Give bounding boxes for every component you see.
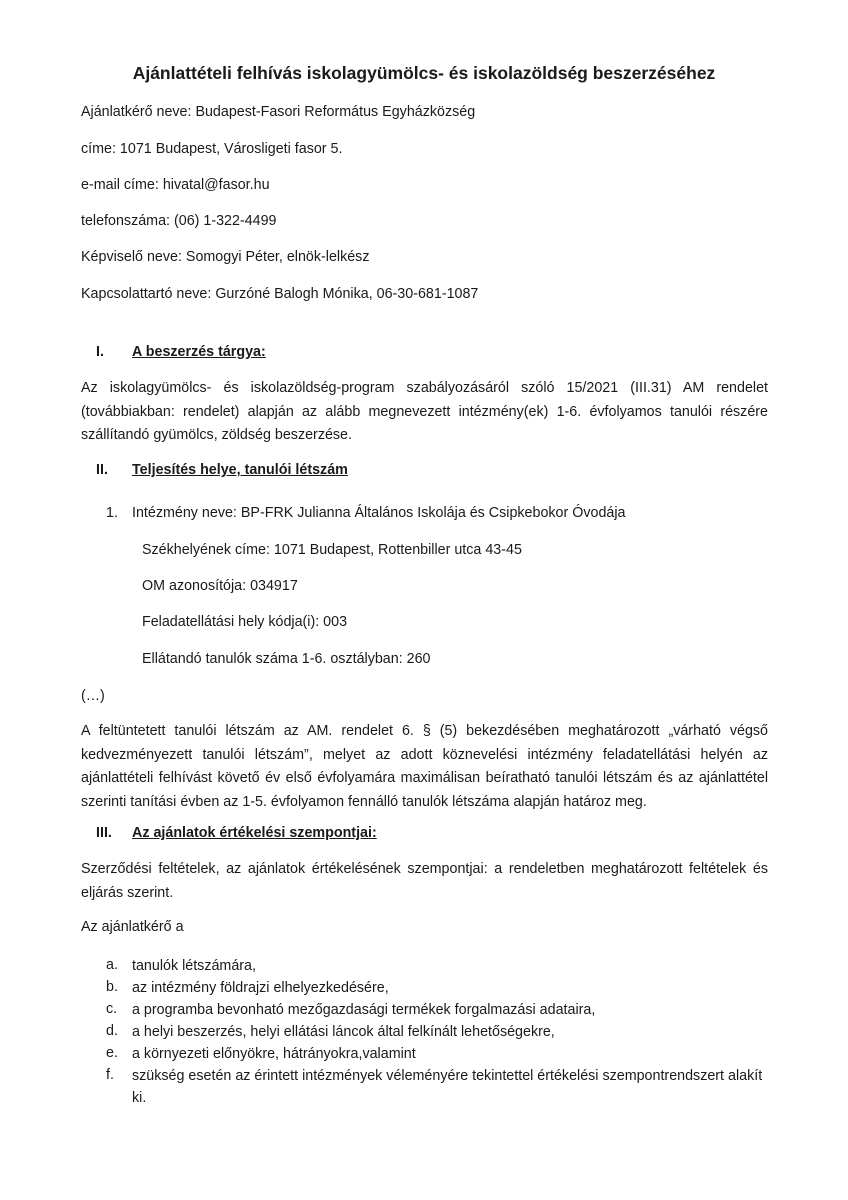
list-item: a környezeti előnyökre, hátrányokra,valamint (132, 1046, 416, 1062)
list-item: a helyi beszerzés, helyi ellátási láncok által felkínált lehetőségekre, (132, 1024, 555, 1040)
requester-phone-line: telefonszáma: (06) 1-322-4499 (81, 213, 277, 229)
procurement-subject-paragraph: Az iskolagyümölcs- és iskolazöldség-program szabályozásáról szóló 15/2021 (III.31) AM rendelet (továbbiakban: rendelet) alapján az alább megnevezett intézmény(ek) 1-6. évfolyamos tanulói részére szállítandó gyümölcs, zöldség beszerzése. (81, 380, 768, 443)
section-title: Teljesítés helye, tanulói létszám (132, 462, 348, 478)
ellipsis: (…) (81, 688, 105, 704)
institution-site-code: Feladatellátási hely kódja(i): 003 (142, 614, 348, 630)
list-marker: b. (106, 979, 118, 995)
contact-person-line: Kapcsolattartó neve: Gurzóné Balogh Mónika, 06-30-681-1087 (81, 286, 479, 302)
document-title: Ajánlattételi felhívás iskolagyümölcs- és iskolazöldség beszerzéséhez (132, 63, 716, 83)
section-title: A beszerzés tárgya: (132, 344, 266, 360)
requester-email-line: e-mail címe: hivatal@fasor.hu (81, 177, 270, 193)
institution-address: Székhelyének címe: 1071 Budapest, Rottenbiller utca 43-45 (142, 542, 522, 558)
institution-pupil-count: Ellátandó tanulók száma 1-6. osztályban: 260 (142, 651, 431, 667)
requester-address-line: címe: 1071 Budapest, Városligeti fasor 5. (81, 141, 343, 157)
list-number: 1. (106, 505, 118, 521)
list-item: szükség esetén az érintett intézmények véleményére tekintettel értékelési szempontrendszert alakít ki. (132, 1068, 763, 1106)
section-title: Az ajánlatok értékelési szempontjai: (132, 825, 377, 841)
section-number: III. (96, 825, 112, 841)
headcount-paragraph: A feltüntetett tanulói létszám az AM. rendelet 6. § (5) bekezdésében meghatározott „várható végső kedvezményezett tanulói létszám”, melyet az adott köznevelési intézmény feladatellátási helyén az ajánlattételi felhívást követő év első évfolyamára maximálisan beíratható tanulói létszám és az ajánlattétel szerinti tanítási évben az 1-5. évfolyamon fennálló tanulók létszáma alapján határoz meg. (81, 723, 768, 810)
section-number: I. (96, 344, 104, 360)
list-marker: d. (106, 1023, 118, 1039)
representative-line: Képviselő neve: Somogyi Péter, elnök-lelkész (81, 249, 370, 265)
list-item: a programba bevonható mezőgazdasági termékek forgalmazási adataira, (132, 1002, 596, 1018)
list-marker: c. (106, 1001, 118, 1017)
institution-om-id: OM azonosítója: 034917 (142, 578, 298, 594)
requester-name-line: Ajánlatkérő neve: Budapest-Fasori Református Egyházközség (81, 104, 476, 120)
criteria-intro: Az ajánlatkérő a (81, 919, 184, 935)
list-marker: f. (106, 1067, 114, 1083)
list-item: az intézmény földrajzi elhelyezkedésére, (132, 980, 389, 996)
institution-name: Intézmény neve: BP-FRK Julianna Általános Iskolája és Csipkebokor Óvodája (132, 505, 626, 521)
list-marker: e. (106, 1045, 118, 1061)
evaluation-paragraph: Szerződési feltételek, az ajánlatok értékelésének szempontjai: a rendeletben meghatározott feltételek és eljárás szerint. (81, 861, 768, 901)
list-item: tanulók létszámára, (132, 958, 256, 974)
list-marker: a. (106, 957, 118, 973)
section-number: II. (96, 462, 108, 478)
